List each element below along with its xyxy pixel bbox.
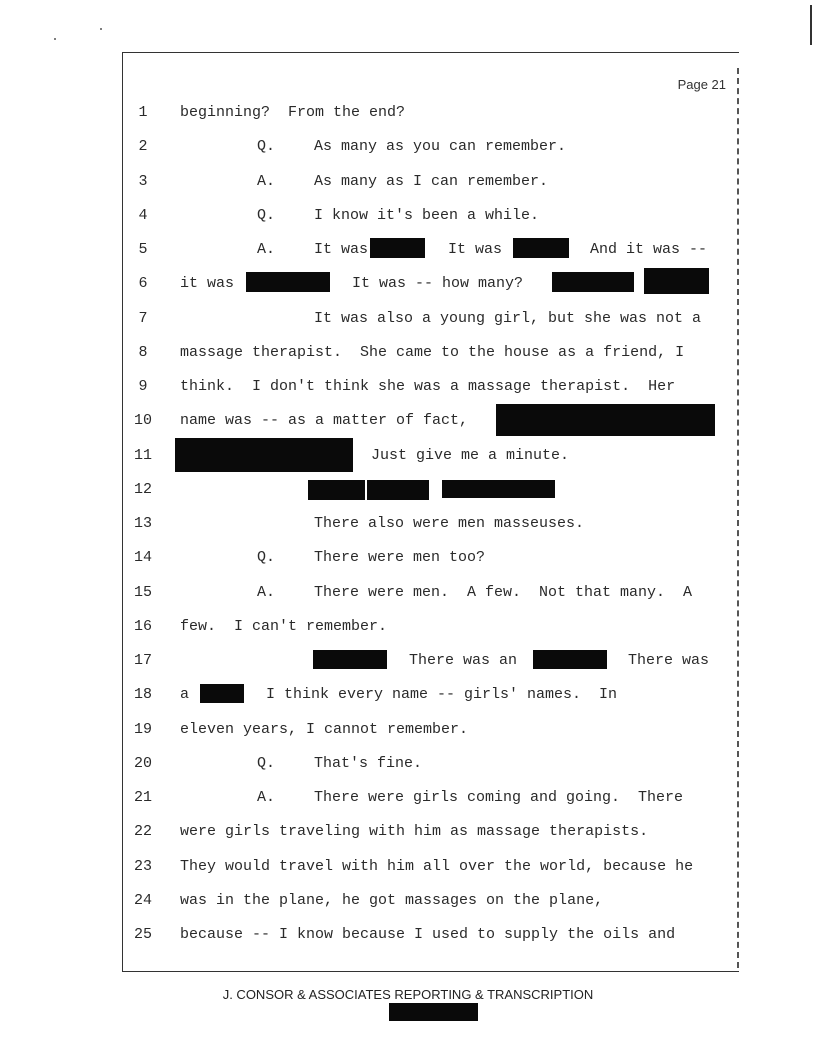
line-number: 16 — [133, 617, 152, 635]
line-number: 11 — [133, 446, 152, 464]
line-text: They would travel with him all over the world, because he — [180, 857, 694, 875]
transcript-line — [0, 584, 816, 608]
redaction-block — [313, 650, 387, 669]
line-text: name was -- as a matter of fact, — [180, 412, 469, 430]
line-text: A. — [257, 172, 276, 190]
line-text: It was — [448, 241, 503, 258]
line-number: 1 — [138, 104, 148, 121]
line-number: 13 — [133, 515, 152, 532]
line-text: It was — [314, 241, 369, 258]
transcript-line — [0, 686, 816, 710]
transcript-line — [0, 515, 816, 539]
transcript-line — [0, 104, 816, 128]
transcript-line — [0, 344, 816, 368]
transcript-line — [0, 755, 816, 779]
line-number: 23 — [133, 857, 152, 875]
transcript-line — [0, 173, 816, 197]
line-text: That's fine. — [314, 754, 423, 772]
page-number: Page 21 — [677, 77, 726, 92]
line-number: 4 — [138, 206, 148, 224]
line-text: There were men too? — [314, 549, 486, 567]
footer-redaction — [389, 1003, 478, 1021]
line-number: 21 — [133, 789, 152, 806]
line-text: A. — [257, 583, 276, 601]
transcript-line — [0, 823, 816, 847]
line-text: were girls traveling with him as massage therapists. — [180, 823, 649, 841]
line-number: 8 — [138, 343, 148, 361]
line-text: There was — [628, 652, 710, 669]
line-number: 9 — [138, 378, 148, 395]
transcript-line — [0, 618, 816, 642]
transcript-line — [0, 378, 816, 402]
transcript-line — [0, 207, 816, 231]
scan-speck — [100, 28, 102, 30]
scan-speck — [54, 38, 56, 40]
redaction-block — [370, 238, 425, 258]
transcript-line — [0, 652, 816, 676]
line-text: There also were men masseuses. — [314, 515, 585, 532]
redaction-block — [246, 272, 330, 292]
line-number: 17 — [133, 652, 152, 669]
line-text: A. — [257, 241, 276, 258]
transcript-line — [0, 858, 816, 882]
line-text: massage therapist. She came to the house as a friend, I — [180, 343, 685, 361]
line-text: I think every name -- girls' names. In — [266, 686, 618, 704]
line-text: Just give me a minute. — [371, 446, 570, 464]
line-text: I know it's been a while. — [314, 206, 540, 224]
redaction-block — [513, 238, 569, 258]
redaction-block — [200, 684, 244, 703]
line-text: because -- I know because I used to supply the oils and — [180, 926, 676, 943]
line-number: 10 — [133, 412, 152, 430]
transcript-line — [0, 310, 816, 334]
transcript-line — [0, 549, 816, 573]
line-number: 2 — [138, 138, 148, 156]
line-text: a — [180, 686, 190, 704]
line-number: 24 — [133, 891, 152, 909]
line-number: 25 — [133, 926, 152, 943]
redaction-block — [552, 272, 634, 292]
line-text: There were girls coming and going. There — [314, 789, 684, 806]
redaction-block — [367, 480, 429, 500]
line-number: 22 — [133, 823, 152, 841]
redaction-block — [644, 268, 709, 294]
line-number: 12 — [133, 480, 152, 498]
line-text: There was an — [409, 652, 518, 669]
transcript-line — [0, 138, 816, 162]
line-text: It was -- how many? — [352, 275, 524, 293]
transcript-line — [0, 721, 816, 745]
redaction-block — [175, 438, 353, 472]
transcript-line — [0, 926, 816, 950]
line-text: eleven years, I cannot remember. — [180, 720, 469, 738]
line-number: 6 — [138, 275, 148, 293]
line-number: 18 — [133, 686, 152, 704]
redaction-block — [533, 650, 607, 669]
line-number: 20 — [133, 754, 152, 772]
line-text: few. I can't remember. — [180, 617, 388, 635]
line-text: As many as you can remember. — [314, 138, 567, 156]
transcript-line — [0, 892, 816, 916]
line-text: Q. — [257, 138, 276, 156]
line-text: Q. — [257, 206, 276, 224]
line-text: Q. — [257, 754, 276, 772]
line-text: it was — [180, 275, 235, 293]
line-text: A. — [257, 789, 276, 806]
line-number: 14 — [133, 549, 152, 567]
transcript-line — [0, 789, 816, 813]
line-text: Q. — [257, 549, 276, 567]
redaction-block — [496, 404, 715, 436]
line-text: It was also a young girl, but she was not a — [314, 309, 702, 327]
line-number: 7 — [138, 309, 148, 327]
line-number: 3 — [138, 172, 148, 190]
footer-text: J. CONSOR & ASSOCIATES REPORTING & TRANSCRIPTION — [222, 987, 594, 1002]
line-text: There were men. A few. Not that many. A — [314, 583, 693, 601]
line-text: beginning? From the end? — [180, 104, 406, 121]
transcript-line — [0, 447, 816, 471]
line-text: was in the plane, he got massages on the plane, — [180, 891, 604, 909]
line-number: 5 — [138, 241, 148, 258]
redaction-block — [442, 480, 555, 498]
scan-edge-mark — [810, 5, 812, 45]
line-text: As many as I can remember. — [314, 172, 549, 190]
line-text: think. I don't think she was a massage therapist. Her — [180, 378, 676, 395]
redaction-block — [308, 480, 365, 500]
line-number: 19 — [133, 720, 152, 738]
line-number: 15 — [133, 583, 152, 601]
line-text: And it was -- — [590, 241, 708, 258]
